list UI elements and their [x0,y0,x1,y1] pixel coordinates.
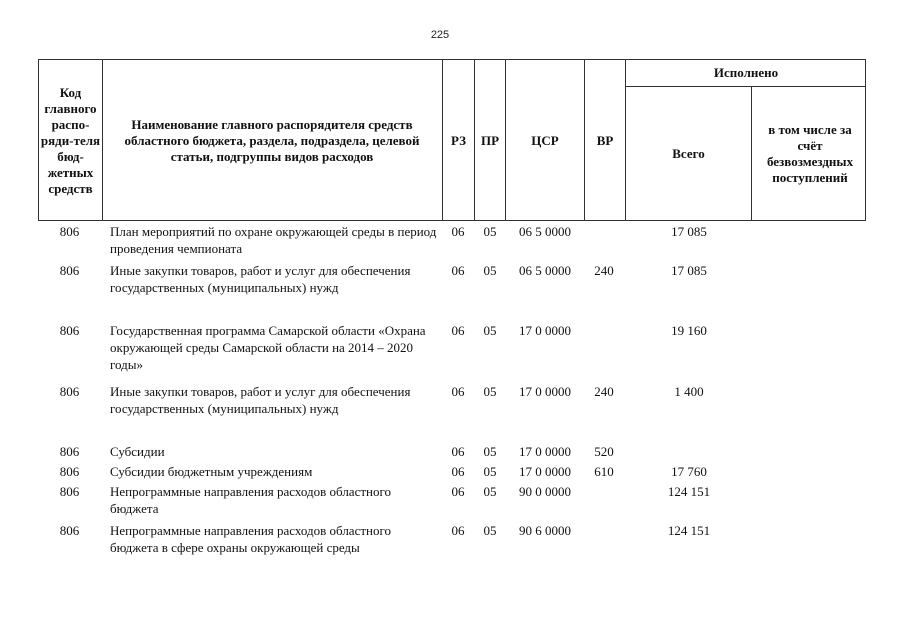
row-pr: 05 [483,484,497,499]
row-code: 806 [59,224,80,239]
row-code: 806 [59,263,80,278]
row-code: 806 [59,384,80,399]
row-total: 124 151 [667,484,711,499]
header-incl-free: в том числе за счёт безвозмездных поступлений [766,122,854,185]
header-csr: ЦСР [531,132,559,148]
row-pr: 05 [483,523,497,538]
row-name: Непрограммные направления расходов областного бюджета [110,484,391,516]
header-rz: РЗ [451,132,466,148]
row-name: Непрограммные направления расходов областного бюджета в сфере охраны окружающей среды [110,523,391,555]
row-name: Субсидии бюджетным учреждениям [110,464,313,479]
row-rz: 06 [451,224,465,239]
row-name: Государственная программа Самарской области «Охрана окружающей среды Самарской области на 2014 – 2020 годы» [110,323,426,372]
row-csr: 06 5 0000 [519,224,571,239]
row-pr: 05 [483,263,497,278]
row-rz: 06 [451,384,465,399]
page-number: 225 [430,29,450,41]
row-total: 19 160 [671,323,707,338]
row-pr: 05 [483,384,497,399]
row-rz: 06 [451,323,465,338]
row-csr: 06 5 0000 [519,263,571,278]
row-csr: 17 0 0000 [519,464,571,479]
header-total: Всего [672,146,705,161]
row-rz: 06 [451,523,465,538]
divider [102,59,103,221]
row-name: Иные закупки товаров, работ и услуг для обеспечения государственных (муниципальных) нужд [110,263,411,295]
row-vr: 520 [594,444,614,459]
row-total: 124 151 [667,523,711,538]
row-code: 806 [59,484,80,499]
row-csr: 90 0 0000 [519,484,571,499]
header-vr: ВР [596,132,614,148]
row-vr: 610 [594,464,614,479]
row-vr: 240 [594,384,614,399]
header-pr: ПР [480,132,500,148]
row-total: 17 760 [671,464,707,479]
row-code: 806 [59,523,80,538]
row-rz: 06 [451,484,465,499]
divider [751,86,752,221]
header-executed: Исполнено [713,65,779,80]
row-rz: 06 [451,444,465,459]
row-code: 806 [59,444,80,459]
row-pr: 05 [483,323,497,338]
row-pr: 05 [483,444,497,459]
row-csr: 17 0 0000 [519,444,571,459]
row-rz: 06 [451,263,465,278]
row-name: План мероприятий по охране окружающей среды в период проведения чемпионата [110,224,437,256]
row-total: 17 085 [671,263,707,278]
header-code: Код главного распо-ряди-теля бюд-жетных средств [40,84,101,196]
row-total: 1 400 [674,384,704,399]
row-total: 17 085 [671,224,707,239]
row-pr: 05 [483,224,497,239]
row-csr: 17 0 0000 [519,384,571,399]
row-rz: 06 [451,464,465,479]
row-csr: 17 0 0000 [519,323,571,338]
row-vr: 240 [594,263,614,278]
row-name: Субсидии [110,444,165,459]
row-name: Иные закупки товаров, работ и услуг для обеспечения государственных (муниципальных) нужд [110,384,411,416]
row-code: 806 [59,464,80,479]
row-csr: 90 6 0000 [519,523,571,538]
row-pr: 05 [483,464,497,479]
header-name: Наименование главного распорядителя средств областного бюджета, раздела, подраздела, целевой статьи, подгруппы видов расходов [124,116,420,164]
row-code: 806 [59,323,80,338]
